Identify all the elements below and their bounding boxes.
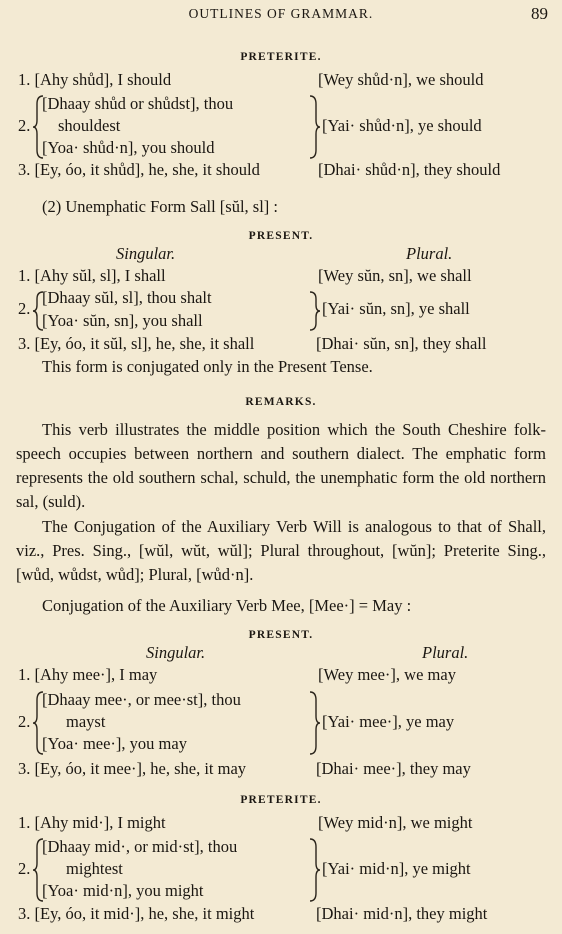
present-heading: PRESENT. <box>248 230 314 242</box>
running-header <box>0 6 562 26</box>
page-number: 89 <box>531 4 548 23</box>
conj-number: 2. <box>18 299 31 318</box>
conj-line: [Yai· mee·], ye may <box>322 712 455 731</box>
singular-label: Singular. <box>146 643 206 662</box>
conj-line: [Yai· sŭn, sn], ye shall <box>322 299 470 318</box>
section-title: (2) Unemphatic Form Sall [sŭl, sl] : <box>42 197 279 216</box>
right-brace <box>309 290 321 332</box>
conj-line: [Yoa· mee·], you may <box>42 734 187 753</box>
conj-line: 1. [Ahy sŭl, sl], I shall <box>18 266 166 285</box>
note-line: This form is conjugated only in the Present Tense. <box>42 357 373 376</box>
conj-line: [Yoa· shůd·n], you should <box>42 138 215 157</box>
conj-line: [Wey shůd·n], we should <box>318 70 484 89</box>
conj-line: [Dhai· mid·n], they might <box>316 904 488 923</box>
conj-line: shouldest <box>58 116 121 135</box>
conj-line: 3. [Ey, óo, it sŭl, sl], he, she, it shall <box>18 334 255 353</box>
conj-line: [Wey sŭn, sn], we shall <box>318 266 472 285</box>
conj-line: [Yai· shůd·n], ye should <box>322 116 482 135</box>
conj-line: mightest <box>66 859 123 878</box>
conj-line: 1. [Ahy mid·], I might <box>18 813 166 832</box>
present-heading: PRESENT. <box>248 629 314 641</box>
conj-line: [Wey mee·], we may <box>318 665 456 684</box>
conj-line: 1. [Ahy shůd], I should <box>18 70 172 89</box>
header-title: OUTLINES OF GRAMMAR. <box>188 6 374 21</box>
singular-label: Singular. <box>116 244 176 263</box>
remarks-line: Conjugation of the Auxiliary Verb Mee, [Mee·] = May : <box>42 596 412 615</box>
conj-line: [Dhaay sŭl, sl], thou shalt <box>42 288 212 307</box>
conj-line: 3. [Ey, óo, it mid·], he, she, it might <box>18 904 255 923</box>
conj-line: [Dhaay mee·, or mee·st], thou <box>42 690 241 709</box>
right-brace <box>309 690 321 756</box>
conj-line: 3. [Ey, óo, it shůd], he, she, it should <box>18 160 260 179</box>
conj-line: 3. [Ey, óo, it mee·], he, she, it may <box>18 759 247 778</box>
conj-line: [Dhaay shůd or shůdst], thou <box>42 94 234 113</box>
remarks-paragraph: This verb illustrates the middle position which the South Cheshire folk-speech occupies between northern and southern dialect. The emphatic form represents the old southern schal, schuld, the unemphatic form the old northern sal, (suld). <box>16 420 546 511</box>
conj-line: [Dhaay mid·, or mid·st], thou <box>42 837 238 856</box>
conj-line: mayst <box>66 712 106 731</box>
remarks-heading: REMARKS. <box>245 396 317 408</box>
preterite-heading: PRETERITE. <box>240 794 322 806</box>
right-brace <box>309 837 321 903</box>
conj-line: 1. [Ahy mee·], I may <box>18 665 158 684</box>
right-brace <box>309 94 321 160</box>
conj-line: [Yai· mid·n], ye might <box>322 859 471 878</box>
plural-label: Plural. <box>406 244 453 263</box>
conj-number: 2. <box>18 712 31 731</box>
conj-line: [Dhai· sŭn, sn], they shall <box>316 334 487 353</box>
preterite-heading: PRETERITE. <box>240 51 322 63</box>
remarks-paragraph: The Conjugation of the Auxiliary Verb Will is analogous to that of Shall, viz., Pres. Sing., [wŭl, wŭt, wŭl]; Plural throughout, [wŭn]; Preterite Sing., [wůd, wůdst, wůd]; Plural, [wůd·n]. <box>16 517 546 584</box>
conj-number: 2. <box>18 116 31 135</box>
conj-line: [Dhai· mee·], they may <box>316 759 471 778</box>
conj-number: 2. <box>18 859 31 878</box>
conj-line: [Yoa· sŭn, sn], you shall <box>42 311 203 330</box>
plural-label: Plural. <box>422 643 469 662</box>
conj-line: [Dhai· shůd·n], they should <box>318 160 501 179</box>
conj-line: [Yoa· mid·n], you might <box>42 881 204 900</box>
conj-line: [Wey mid·n], we might <box>318 813 473 832</box>
